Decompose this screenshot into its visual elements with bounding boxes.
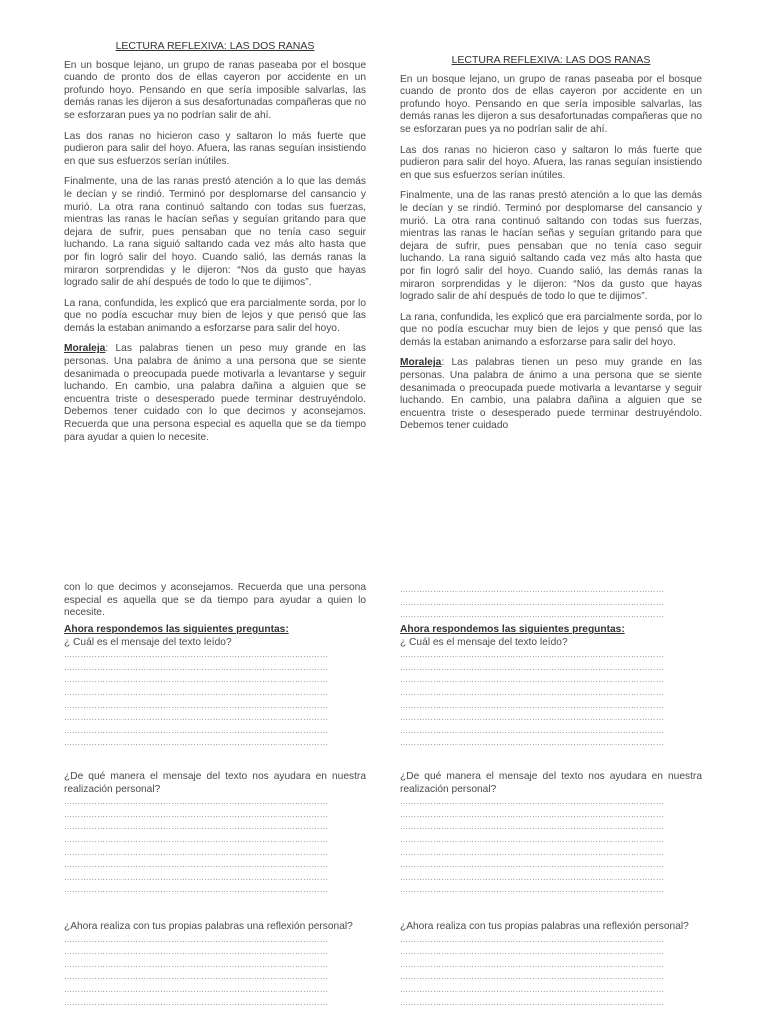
- story-paragraph-3: Finalmente, una de las ranas prestó atención a lo que las demás le decían y se rindió. Terminó por desplomarse del cansancio y murió. La otra rana continuó saltando con todas sus fuerzas, mientras las ranas le hacían señas y seguían gritando para que dejara de sufrir, pues pensaban que no tenía caso seguir luchando. La rana siguió saltando cada vez más alto hasta que por fin logró salir del hoyo. Cuando salió, las demás ranas la miraron sorprendidas y le dijeron: “Nos da gusto que hayas logrado salir de ahí después de todo lo que te dijimos”.: [64, 176, 366, 289]
- dotted-answer-line: ……………………………………………………………………………………: [64, 984, 328, 994]
- answer-lines-1-copy[interactable]: [400, 649, 702, 750]
- dotted-answer-line: ……………………………………………………………………………………: [64, 687, 328, 697]
- dotted-answer-line: ……………………………………………………………………………………: [400, 585, 664, 594]
- moral-paragraph-copy: [400, 357, 702, 433]
- dotted-answer-line: ……………………………………………………………………………………: [400, 610, 664, 620]
- dotted-answer-line: ……………………………………………………………………………………: [64, 834, 328, 844]
- reading-section: [64, 40, 366, 452]
- moral-label-copy: Moraleja: [400, 357, 442, 369]
- dotted-answer-line: ……………………………………………………………………………………: [400, 997, 664, 1007]
- reading-title-copy: LECTURA REFLEXIVA: LAS DOS RANAS: [451, 54, 651, 66]
- moral-separator-copy: :: [441, 357, 452, 369]
- questions-section-copy: [400, 624, 702, 750]
- answer-lines-2-copy[interactable]: [400, 796, 702, 897]
- dotted-answer-line: ……………………………………………………………………………………: [400, 809, 664, 819]
- dotted-answer-line: ……………………………………………………………………………………: [64, 959, 328, 969]
- dotted-answer-line: ……………………………………………………………………………………: [64, 885, 328, 895]
- dotted-answer-line: ……………………………………………………………………………………: [400, 700, 664, 710]
- dotted-answer-line: ……………………………………………………………………………………: [400, 885, 664, 895]
- story-paragraph-1: En un bosque lejano, un grupo de ranas paseaba por el bosque cuando de pronto dos de ellas cayeron por accidente en un profundo hoyo. Pensando en que sería imposible salvarlas, las demás ranas les dijeron a sus desafortunadas compañeras que no se esforzaran pues ya no podrían salir de ahí.: [64, 59, 366, 121]
- continuation-dotted-lines[interactable]: [400, 584, 702, 622]
- dotted-answer-line: ……………………………………………………………………………………: [64, 809, 328, 819]
- moral-text-copy: Las palabras tienen un peso muy grande en las personas. Una palabra de ánimo a una persona que se siente desanimada o preocupada puede motivarla a levantarse y seguir luchando. En cambio, una palabra dañina a alguien que se encuentra triste o desesperado puede terminar destruyéndolo. Debemos tener cuidado: [400, 357, 702, 432]
- dotted-answer-line: ……………………………………………………………………………………: [400, 947, 664, 957]
- story-paragraph-4: La rana, confundida, les explicó que era parcialmente sorda, por lo que no podía escuchar muy bien de lejos y que pensó que las demás la estaban animando a esforzarse para salir del hoyo.: [64, 297, 366, 334]
- dotted-answer-line: ……………………………………………………………………………………: [400, 713, 664, 723]
- question-1-copy: ¿ Cuál es el mensaje del texto leído?: [400, 636, 568, 648]
- answer-lines-3-copy[interactable]: [400, 934, 702, 1010]
- question-2-copy: ¿De qué manera el mensaje del texto nos ayudara en nuestra realización personal?: [400, 771, 702, 795]
- moral-separator: :: [105, 343, 116, 355]
- dotted-answer-line: ……………………………………………………………………………………: [64, 947, 328, 957]
- story-paragraph-1-copy: En un bosque lejano, un grupo de ranas paseaba por el bosque cuando de pronto dos de ellas cayeron por accidente en un profundo hoyo. Pensando en que sería imposible salvarlas, las demás ranas les dijeron a sus desafortunadas compañeras que no se esforzaran pues ya no podrían salir de ahí.: [400, 73, 702, 135]
- story-paragraph-2-copy: Las dos ranas no hicieron caso y saltaron lo más fuerte que pudieron para salir del hoyo. Afuera, las ranas seguían insistiendo en que sus esfuerzos serían inútiles.: [400, 144, 702, 181]
- dotted-answer-line: ……………………………………………………………………………………: [400, 872, 664, 882]
- dotted-answer-line: ……………………………………………………………………………………: [400, 959, 664, 969]
- dotted-answer-line: ……………………………………………………………………………………: [400, 847, 664, 857]
- moral-continuation-text: con lo que decimos y aconsejamos. Recuerda que una persona especial es aquella que se da tiempo para ayudar a quien lo necesite.: [64, 582, 366, 619]
- question-3-copy: ¿Ahora realiza con tus propias palabras una reflexión personal?: [400, 921, 689, 932]
- question-2-section: [64, 771, 366, 897]
- dotted-answer-line: ……………………………………………………………………………………: [64, 847, 328, 857]
- question-2-section-copy: [400, 771, 702, 897]
- dotted-answer-line: ……………………………………………………………………………………: [64, 934, 328, 944]
- dotted-answer-line: ……………………………………………………………………………………: [400, 687, 664, 697]
- dotted-answer-line: ……………………………………………………………………………………: [64, 675, 328, 685]
- dotted-answer-line: ……………………………………………………………………………………: [400, 984, 664, 994]
- dotted-answer-line: ……………………………………………………………………………………: [400, 650, 664, 660]
- questions-heading-copy: Ahora respondemos las siguientes preguntas:: [400, 624, 625, 635]
- moral-continuation: [64, 582, 366, 628]
- dotted-answer-line: ……………………………………………………………………………………: [400, 822, 664, 832]
- question-3: ¿Ahora realiza con tus propias palabras una reflexión personal?: [64, 921, 353, 932]
- story-paragraph-3-copy: Finalmente, una de las ranas prestó atención a lo que las demás le decían y se rindió. Terminó por desplomarse del cansancio y murió. La otra rana continuó saltando con todas sus fuerzas, mientras las ranas le hacían señas y seguían gritando para que dejara de sufrir, pues pensaban que no tenía caso seguir luchando. La rana siguió saltando cada vez más alto hasta que por fin logró salir del hoyo. Cuando salió, las demás ranas la miraron sorprendidas y le dijeron: “Nos da gusto que hayas logrado salir de ahí después de todo lo que te dijimos”.: [400, 190, 702, 303]
- answer-lines-2[interactable]: [64, 796, 366, 897]
- dotted-answer-line: ……………………………………………………………………………………: [64, 972, 328, 982]
- answer-lines-1[interactable]: [64, 649, 366, 750]
- moral-text: Las palabras tienen un peso muy grande en las personas. Una palabra de ánimo a una persona que se siente desanimada o preocupada puede motivarla a levantarse y seguir luchando. En cambio, una palabra dañina a alguien que se encuentra triste o desesperado puede terminar destruyéndolo. Debemos tener cuidado con lo que decimos y aconsejamos. Recuerda que una persona especial es aquella que se da tiempo para ayudar a quien lo necesite.: [64, 343, 366, 443]
- question-3-section: [64, 921, 366, 1009]
- question-3-section-copy: [400, 921, 702, 1009]
- moral-paragraph: [64, 343, 366, 444]
- dotted-answer-line: ……………………………………………………………………………………: [400, 972, 664, 982]
- reading-section-copy: [400, 54, 702, 441]
- dotted-answer-line: ……………………………………………………………………………………: [400, 662, 664, 672]
- dotted-answer-line: ……………………………………………………………………………………: [400, 797, 664, 807]
- dotted-answer-line: ……………………………………………………………………………………: [64, 738, 328, 748]
- dotted-answer-line: ……………………………………………………………………………………: [400, 725, 664, 735]
- dotted-answer-line: ……………………………………………………………………………………: [64, 872, 328, 882]
- dotted-answer-line: ……………………………………………………………………………………: [400, 597, 664, 607]
- moral-label: Moraleja: [64, 343, 106, 355]
- reading-title: LECTURA REFLEXIVA: LAS DOS RANAS: [115, 40, 315, 52]
- dotted-answer-line: ……………………………………………………………………………………: [64, 713, 328, 723]
- dotted-answer-line: ……………………………………………………………………………………: [64, 822, 328, 832]
- dotted-answer-line: ……………………………………………………………………………………: [400, 738, 664, 748]
- dotted-answer-line: ……………………………………………………………………………………: [400, 834, 664, 844]
- question-2: ¿De qué manera el mensaje del texto nos ayudara en nuestra realización personal?: [64, 771, 366, 795]
- continuation-lines: [400, 584, 702, 622]
- dotted-answer-line: ……………………………………………………………………………………: [64, 797, 328, 807]
- story-paragraph-4-copy: La rana, confundida, les explicó que era parcialmente sorda, por lo que no podía escuchar muy bien de lejos y que pensó que las demás la estaban animando a esforzarse para salir del hoyo.: [400, 311, 702, 348]
- story-paragraph-2: Las dos ranas no hicieron caso y saltaron lo más fuerte que pudieron para salir del hoyo. Afuera, las ranas seguían insistiendo en que sus esfuerzos serían inútiles.: [64, 130, 366, 167]
- question-1: ¿ Cuál es el mensaje del texto leído?: [64, 636, 232, 648]
- dotted-answer-line: ……………………………………………………………………………………: [64, 860, 328, 870]
- dotted-answer-line: ……………………………………………………………………………………: [400, 675, 664, 685]
- questions-heading: Ahora respondemos las siguientes preguntas:: [64, 624, 289, 635]
- dotted-answer-line: ……………………………………………………………………………………: [64, 650, 328, 660]
- dotted-answer-line: ……………………………………………………………………………………: [64, 725, 328, 735]
- dotted-answer-line: ……………………………………………………………………………………: [400, 934, 664, 944]
- questions-section: [64, 624, 366, 750]
- answer-lines-3[interactable]: [64, 934, 366, 1010]
- dotted-answer-line: ……………………………………………………………………………………: [400, 860, 664, 870]
- dotted-answer-line: ……………………………………………………………………………………: [64, 700, 328, 710]
- dotted-answer-line: ……………………………………………………………………………………: [64, 662, 328, 672]
- dotted-answer-line: ……………………………………………………………………………………: [64, 997, 328, 1007]
